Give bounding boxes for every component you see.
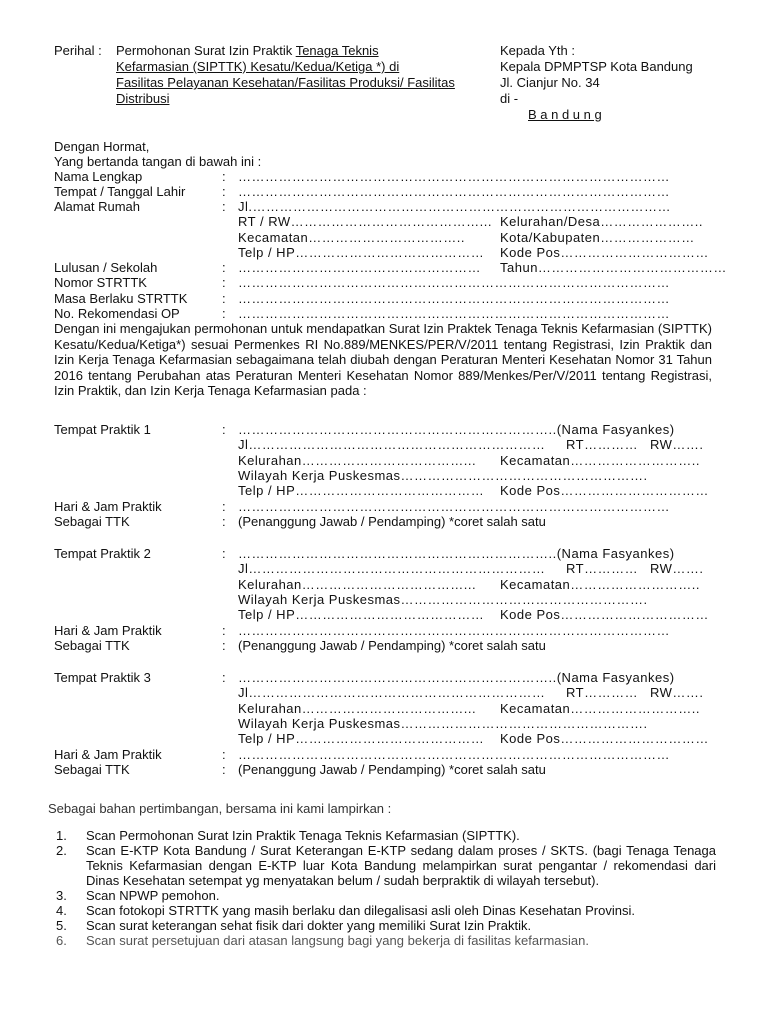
masa-berlaku-label: Masa Berlaku STRTTK xyxy=(54,291,188,306)
colon: : xyxy=(222,623,226,638)
tp3-sebagai-value: (Penanggung Jawab / Pendamping) *coret salah satu xyxy=(238,762,546,777)
tp3-kecamatan-field[interactable]: Kecamatan……………………….. xyxy=(500,701,700,716)
perihal-line-1: Permohonan Surat Izin Praktik Tenaga Teknis xyxy=(116,43,379,58)
kepada-line-2: Kepala DPMPTSP Kota Bandung xyxy=(500,59,693,74)
tp1-sebagai-value: (Penanggung Jawab / Pendamping) *coret salah satu xyxy=(238,514,546,529)
tp3-rt-field[interactable]: RT………… xyxy=(566,685,639,700)
tp1-rt-field[interactable]: RT………… xyxy=(566,437,639,452)
greeting-line-2: Yang bertanda tangan di bawah ini : xyxy=(54,154,262,169)
tp3-kelurahan-field[interactable]: Kelurahan………………………………... xyxy=(238,701,477,716)
kodepos-field[interactable]: Kode Pos…………………………… xyxy=(500,245,709,260)
kecamatan-field[interactable]: Kecamatan…………………………….. xyxy=(238,230,465,245)
tp2-kecamatan-field[interactable]: Kecamatan……………………….. xyxy=(500,577,700,592)
tp1-jl-field[interactable]: Jl………………………………………………………… xyxy=(238,437,546,452)
colon: : xyxy=(222,514,226,529)
list-item: 3. Scan NPWP pemohon. xyxy=(56,888,220,903)
tp2-jl-field[interactable]: Jl………………………………………………………… xyxy=(238,561,546,576)
tp3-telp-field[interactable]: Telp / HP…………………………………… xyxy=(238,731,485,746)
list-item: 5. Scan surat keterangan sehat fisik dari dokter yang memiliki Surat Izin Praktik. xyxy=(56,918,532,933)
tp1-sebagai-label: Sebagai TTK xyxy=(54,514,130,529)
colon: : xyxy=(222,291,226,306)
kelurahan-desa-field[interactable]: Kelurahan/Desa………………….. xyxy=(500,214,703,229)
kepada-line-1: Kepada Yth : xyxy=(500,43,575,58)
colon: : xyxy=(222,762,226,777)
tp2-nama-fasyankes-field[interactable]: ……………………………………………………………..(Nama Fasyankes) xyxy=(238,546,675,561)
tp3-rw-field[interactable]: RW……. xyxy=(650,685,704,700)
telp-field[interactable]: Telp / HP…………………………………… xyxy=(238,245,485,260)
ttl-label: Tempat / Tanggal Lahir xyxy=(54,184,186,199)
tp3-jl-field[interactable]: Jl………………………………………………………… xyxy=(238,685,546,700)
lulusan-field[interactable]: ……………………………………………… xyxy=(238,260,481,275)
tp2-sebagai-value: (Penanggung Jawab / Pendamping) *coret salah satu xyxy=(238,638,546,653)
rtrw-field[interactable]: RT / RW……………………………………... xyxy=(238,214,492,229)
tp3-kodepos-field[interactable]: Kode Pos…………………………… xyxy=(500,731,709,746)
tempat-praktik-3-label: Tempat Praktik 3 xyxy=(54,670,151,685)
kepada-line-3: Jl. Cianjur No. 34 xyxy=(500,75,600,90)
tp2-rt-field[interactable]: RT………… xyxy=(566,561,639,576)
tp3-wilayah-field[interactable]: Wilayah Kerja Puskesmas………………………………………………. xyxy=(238,716,648,731)
colon: : xyxy=(222,260,226,275)
kota-kab-field[interactable]: Kota/Kabupaten………………… xyxy=(500,230,695,245)
nama-field[interactable]: …………………………………………………………………………………… xyxy=(238,169,670,184)
nama-label: Nama Lengkap xyxy=(54,169,143,184)
tp1-hari-label: Hari & Jam Praktik xyxy=(54,499,162,514)
kepada-line-4: di - xyxy=(500,91,519,106)
tp2-kodepos-field[interactable]: Kode Pos…………………………… xyxy=(500,607,709,622)
colon: : xyxy=(222,422,226,437)
tp3-hari-label: Hari & Jam Praktik xyxy=(54,747,162,762)
perihal-label: Perihal : xyxy=(54,43,102,58)
tp2-sebagai-label: Sebagai TTK xyxy=(54,638,130,653)
alamat-label: Alamat Rumah xyxy=(54,199,140,214)
attachments-intro: Sebagai bahan pertimbangan, bersama ini kami lampirkan : xyxy=(48,801,392,816)
request-paragraph: Dengan ini mengajukan permohonan untuk mendapatkan Surat Izin Praktek Tenaga Teknis Kefarmasian (SIPTTK) Kesatu/Kedua/Ketiga*) sesuai Permenkes RI No.889/MENKES/PER/V/2011 tentang Registrasi, Izin Praktik dan Izin Kerja Tenaga Kefarmasian sebagaimana telah diubah dengan Peraturan Menteri Kesehatan Nomor 31 Tahun 2016 tentang Perubahan atas Peraturan Menteri Kesehatan Nomor 889/Menkes/Per/V/2011 tentang Registrasi, Izin Praktik, dan Izin Kerja Tenaga Kefarmasian pada : xyxy=(54,321,712,398)
colon: : xyxy=(222,306,226,321)
tp1-wilayah-field[interactable]: Wilayah Kerja Puskesmas………………………………………………. xyxy=(238,468,648,483)
tp2-hari-label: Hari & Jam Praktik xyxy=(54,623,162,638)
tp3-nama-fasyankes-field[interactable]: ……………………………………………………………..(Nama Fasyankes) xyxy=(238,670,675,685)
perihal-line-2: Kefarmasian (SIPTTK) Kesatu/Kedua/Ketiga *) di xyxy=(116,59,400,74)
tempat-praktik-2-label: Tempat Praktik 2 xyxy=(54,546,151,561)
colon: : xyxy=(222,275,226,290)
colon: : xyxy=(222,747,226,762)
colon: : xyxy=(222,169,226,184)
colon: : xyxy=(222,670,226,685)
tempat-praktik-1-label: Tempat Praktik 1 xyxy=(54,422,151,437)
list-item: 1. Scan Permohonan Surat Izin Praktik Tenaga Teknis Kefarmasian (SIPTTK). xyxy=(56,828,520,843)
perihal-line-3: Fasilitas Pelayanan Kesehatan/Fasilitas Produksi/ Fasilitas xyxy=(116,75,455,90)
tp3-hari-field[interactable]: …………………………………………………………………………………… xyxy=(238,747,670,762)
tp1-rw-field[interactable]: RW……. xyxy=(650,437,704,452)
alamat-jl-field[interactable]: Jl.………………………………………………………………………………… xyxy=(238,199,671,214)
colon: : xyxy=(222,184,226,199)
nomor-strttk-label: Nomor STRTTK xyxy=(54,275,147,290)
tp1-kecamatan-field[interactable]: Kecamatan……………………….. xyxy=(500,453,700,468)
masa-berlaku-field[interactable]: …………………………………………………………………………………… xyxy=(238,291,670,306)
perihal-line-4: Distribusi xyxy=(116,91,170,106)
rekomendasi-label: No. Rekomendasi OP xyxy=(54,306,180,321)
tp2-telp-field[interactable]: Telp / HP…………………………………… xyxy=(238,607,485,622)
list-item: 4. Scan fotokopi STRTTK yang masih berlaku dan dilegalisasi asli oleh Dinas Kesehatan Provinsi. xyxy=(56,903,635,918)
rekomendasi-field[interactable]: …………………………………………………………………………………… xyxy=(238,306,670,321)
tp1-kelurahan-field[interactable]: Kelurahan………………………………... xyxy=(238,453,477,468)
tp3-sebagai-label: Sebagai TTK xyxy=(54,762,130,777)
tp1-telp-field[interactable]: Telp / HP…………………………………… xyxy=(238,483,485,498)
tp2-wilayah-field[interactable]: Wilayah Kerja Puskesmas………………………………………………. xyxy=(238,592,648,607)
tp1-nama-fasyankes-field[interactable]: ……………………………………………………………..(Nama Fasyankes) xyxy=(238,422,675,437)
list-item: 6. Scan surat persetujuan dari atasan langsung bagi yang bekerja di fasilitas kefarmasian. xyxy=(56,933,589,948)
nomor-strttk-field[interactable]: …………………………………………………………………………………… xyxy=(238,275,670,290)
colon: : xyxy=(222,546,226,561)
tp2-hari-field[interactable]: …………………………………………………………………………………… xyxy=(238,623,670,638)
colon: : xyxy=(222,499,226,514)
kepada-city: B a n d u n g xyxy=(528,107,602,122)
tp1-kodepos-field[interactable]: Kode Pos…………………………… xyxy=(500,483,709,498)
attachments-list xyxy=(56,828,716,948)
ttl-field[interactable]: …………………………………………………………………………………… xyxy=(238,184,670,199)
list-item: 2. Scan E-KTP Kota Bandung / Surat Keterangan E-KTP sedang dalam proses / SKTS. (bagi Tenaga Tenaga Teknis Kefarmasian dengan E-KTP luar Kota Bandung melampirkan surat pengantar / rekomendasi dari Dinas Kesehatan setempat yg menyatakan belum / sudah berpraktik di wilayah tersebut). xyxy=(56,843,716,888)
tp2-kelurahan-field[interactable]: Kelurahan………………………………... xyxy=(238,577,477,592)
tahun-field[interactable]: Tahun…………………………………… xyxy=(500,260,727,275)
lulusan-label: Lulusan / Sekolah xyxy=(54,260,158,275)
greeting-line-1: Dengan Hormat, xyxy=(54,139,150,154)
colon: : xyxy=(222,638,226,653)
tp1-hari-field[interactable]: …………………………………………………………………………………… xyxy=(238,499,670,514)
tp2-rw-field[interactable]: RW……. xyxy=(650,561,704,576)
colon: : xyxy=(222,199,226,214)
